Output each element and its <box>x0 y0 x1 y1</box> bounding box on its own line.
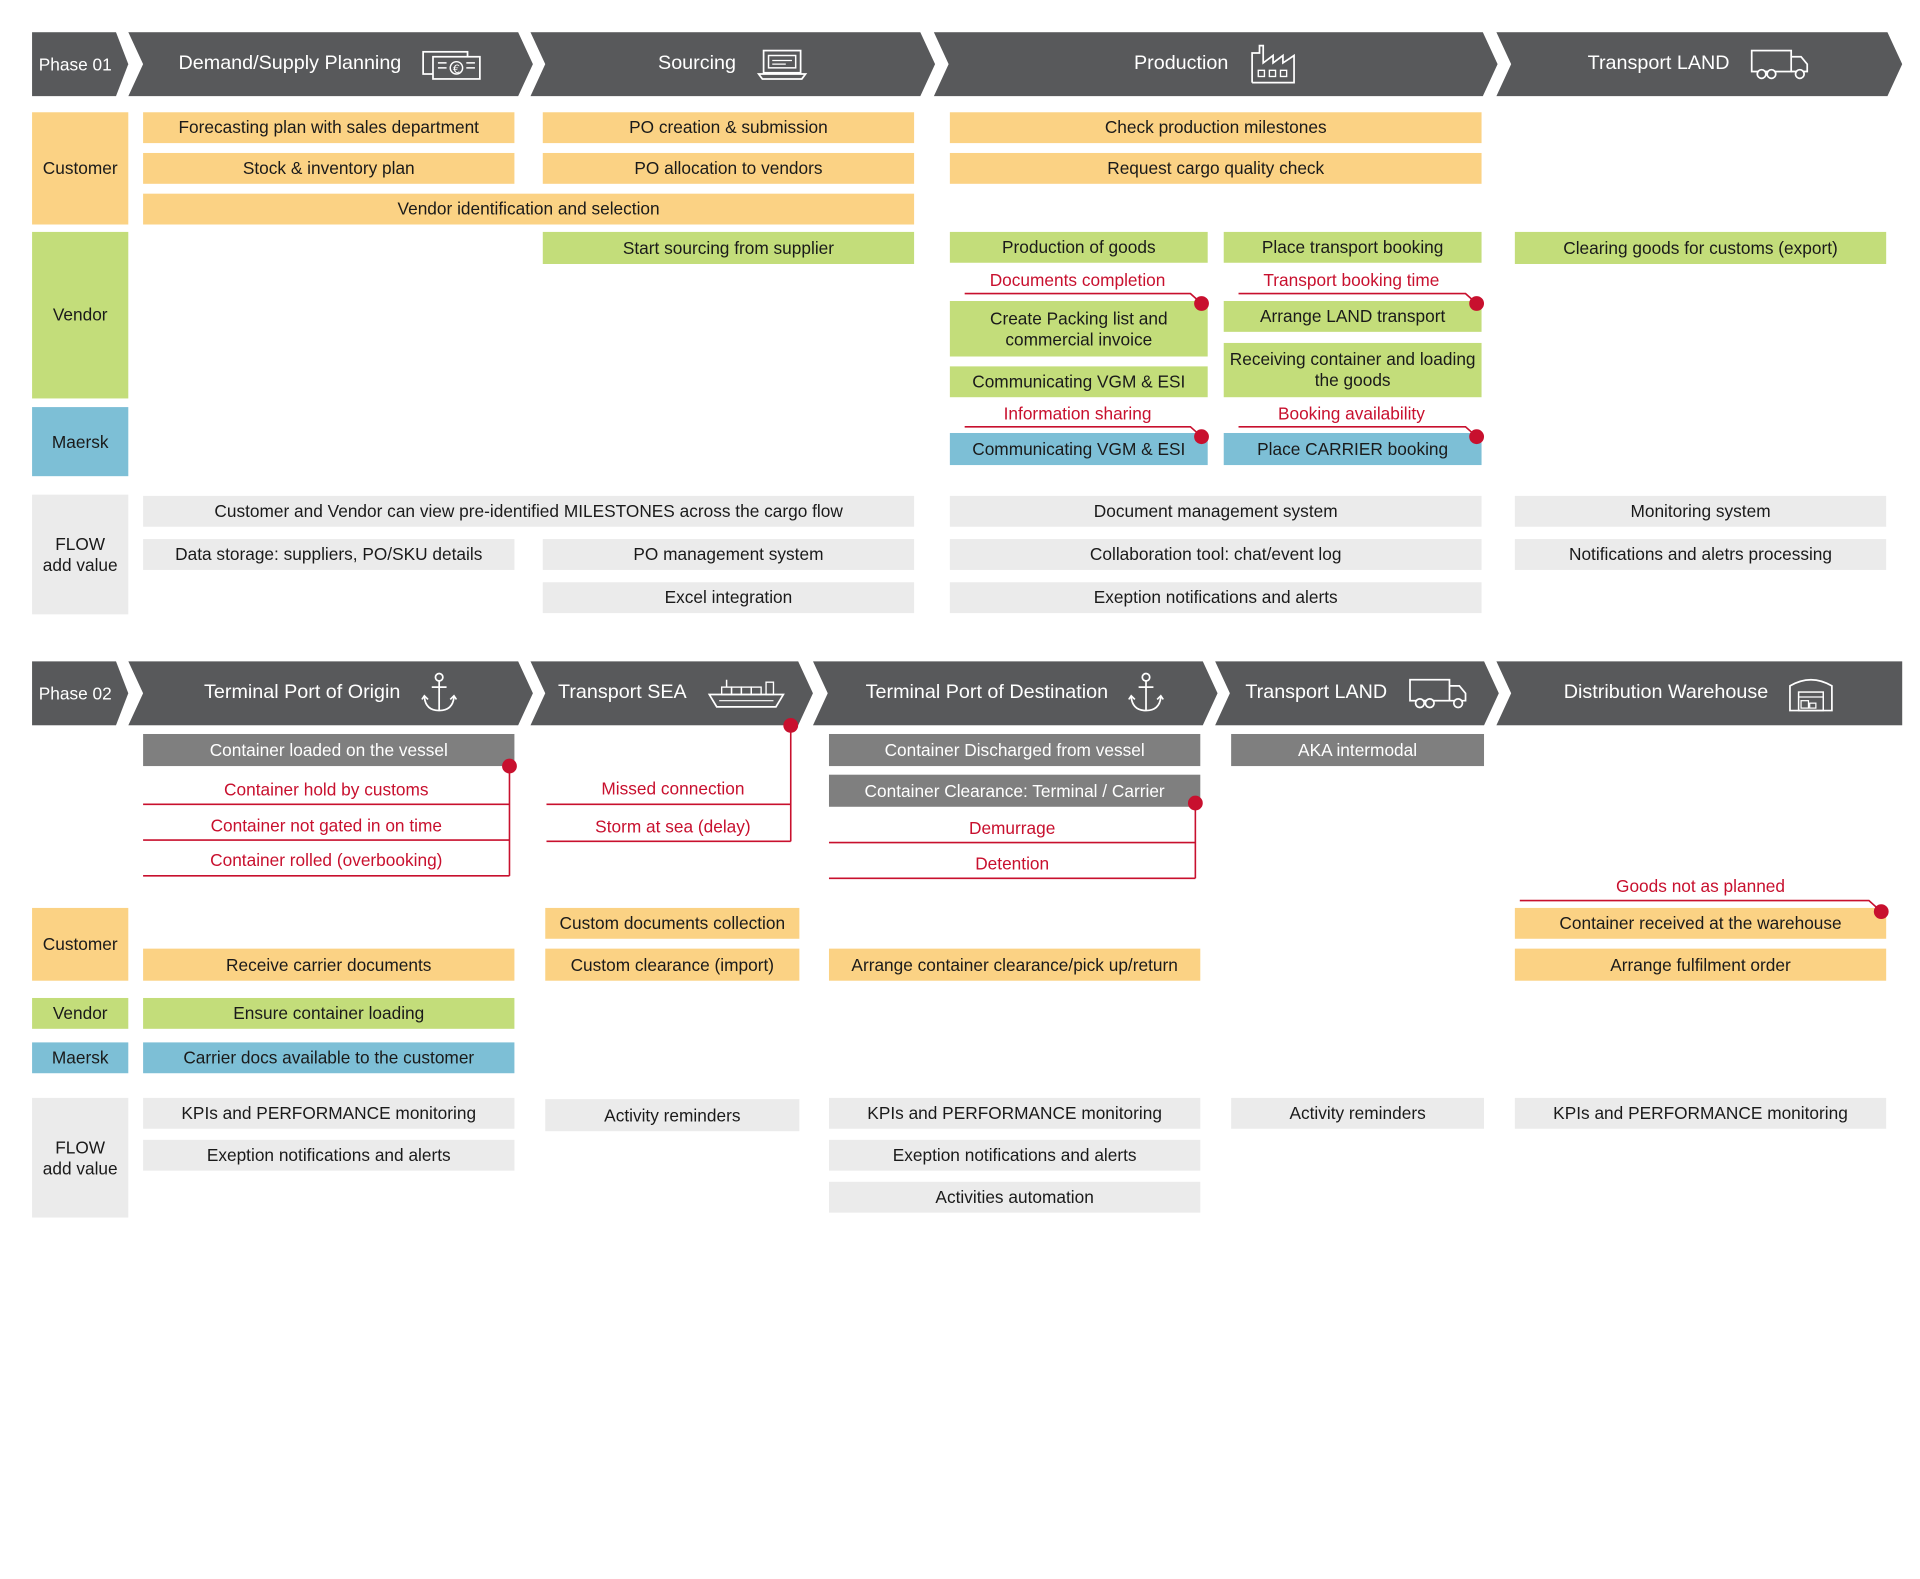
stage-label: Terminal Port of Origin <box>204 682 401 704</box>
stage-label: Terminal Port of Destination <box>865 682 1109 704</box>
phase2-lane-vendor: Vendor <box>32 998 128 1029</box>
stage-label: Sourcing <box>658 53 736 75</box>
vendor-task: Receiving container and loading the goods <box>1224 343 1482 397</box>
flow-item: KPIs and PERFORMANCE monitoring <box>1515 1098 1886 1129</box>
flow-item: Activity reminders <box>1231 1098 1484 1129</box>
phase1-lane-flow: FLOW add value <box>32 495 128 615</box>
phase2-label: Phase 02 <box>38 683 112 704</box>
risk-label: Documents completion <box>989 270 1166 290</box>
flow-item: KPIs and PERFORMANCE monitoring <box>829 1098 1200 1129</box>
risk-label: Container hold by customs <box>224 779 429 800</box>
phase1-label: Phase 01 <box>38 54 112 75</box>
flow-item: KPIs and PERFORMANCE monitoring <box>143 1098 514 1129</box>
vendor-task: Create Packing list and commercial invoice <box>950 301 1208 357</box>
maersk-task: Place CARRIER booking <box>1224 433 1482 465</box>
risk-label: Storm at sea (delay) <box>595 816 751 837</box>
risk-label: Container rolled (overbooking) <box>210 849 443 870</box>
risk-label: Container not gated in on time <box>210 815 442 836</box>
customer-task: PO creation & submission <box>543 112 914 143</box>
risk-label: Booking availability <box>1277 403 1425 424</box>
risk-connector <box>1520 901 1881 912</box>
flow-item: Customer and Vendor can view pre-identified MILESTONES across the cargo flow <box>143 496 914 527</box>
phase1-lane-vendor: Vendor <box>32 232 128 399</box>
risk-label: Detention <box>975 853 1050 874</box>
risk-label: Goods not as planned <box>1616 875 1786 896</box>
flow-item: Notifications and aletrs processing <box>1515 539 1886 570</box>
customer-task: Custom documents collection <box>545 908 799 939</box>
customer-task: Vendor identification and selection <box>143 194 914 225</box>
milestone-box: Container loaded on the vessel <box>143 734 514 766</box>
risk-marker <box>783 718 798 733</box>
flow-item: Activity reminders <box>545 1099 799 1131</box>
phase2-lane-flow: FLOW add value <box>32 1098 128 1218</box>
customer-task: Arrange fulfilment order <box>1515 949 1886 981</box>
customer-task: Request cargo quality check <box>950 153 1482 184</box>
flow-item: Document management system <box>950 496 1482 527</box>
stage-label: Transport SEA <box>557 682 687 704</box>
customer-task: Receive carrier documents <box>143 949 514 981</box>
flow-item: Exeption notifications and alerts <box>143 1140 514 1171</box>
vendor-task: Production of goods <box>950 232 1208 263</box>
vendor-task: Ensure container loading <box>143 998 514 1029</box>
stage-label: Transport LAND <box>1245 682 1388 704</box>
flow-item: Data storage: suppliers, PO/SKU details <box>143 539 514 570</box>
customer-task: Arrange container clearance/pick up/return <box>829 949 1200 981</box>
customer-task: Forecasting plan with sales department <box>143 112 514 143</box>
flow-item: Exeption notifications and alerts <box>950 582 1482 613</box>
phase1-lane-maersk: Maersk <box>32 407 128 476</box>
milestone-box: AKA intermodal <box>1231 734 1484 766</box>
risk-label: Transport booking time <box>1263 270 1440 290</box>
milestone-box: Container Clearance: Terminal / Carrier <box>829 775 1200 807</box>
maersk-task: Carrier docs available to the customer <box>143 1042 514 1073</box>
flow-item: Excel integration <box>543 582 914 613</box>
maersk-task: Communicating VGM & ESI <box>950 433 1208 465</box>
vendor-task: Clearing goods for customs (export) <box>1515 232 1886 264</box>
customer-task: Container received at the warehouse <box>1515 908 1886 939</box>
phase2-lane-customer: Customer <box>32 908 128 981</box>
vendor-task: Arrange LAND transport <box>1224 301 1482 332</box>
phase1-lane-customer: Customer <box>32 112 128 224</box>
risk-marker <box>502 759 517 774</box>
vendor-task: Start sourcing from supplier <box>543 232 914 264</box>
risk-label: Demurrage <box>968 817 1056 838</box>
flow-item: Collaboration tool: chat/event log <box>950 539 1482 570</box>
stage-label: Transport LAND <box>1587 53 1730 75</box>
vendor-task: Communicating VGM & ESI <box>950 366 1208 397</box>
flow-item: Monitoring system <box>1515 496 1886 527</box>
flow-item: PO management system <box>543 539 914 570</box>
stage-label: Demand/Supply Planning <box>178 53 402 75</box>
customer-task: Stock & inventory plan <box>143 153 514 184</box>
customer-task: Check production milestones <box>950 112 1482 143</box>
vendor-task: Place transport booking <box>1224 232 1482 263</box>
milestone-box: Container Discharged from vessel <box>829 734 1200 766</box>
risk-marker <box>1188 796 1203 811</box>
risk-label: Information sharing <box>1003 403 1152 424</box>
customer-task: Custom clearance (import) <box>545 949 799 981</box>
stage-label: Distribution Warehouse <box>1563 682 1769 704</box>
flow-item: Activities automation <box>829 1182 1200 1213</box>
stage-label: Production <box>1133 53 1229 75</box>
risk-marker <box>1874 904 1889 919</box>
flow-item: Exeption notifications and alerts <box>829 1140 1200 1171</box>
customer-task: PO allocation to vendors <box>543 153 914 184</box>
svg-text:€: € <box>453 62 461 76</box>
risk-label: Missed connection <box>601 778 745 799</box>
phase2-lane-maersk: Maersk <box>32 1042 128 1073</box>
